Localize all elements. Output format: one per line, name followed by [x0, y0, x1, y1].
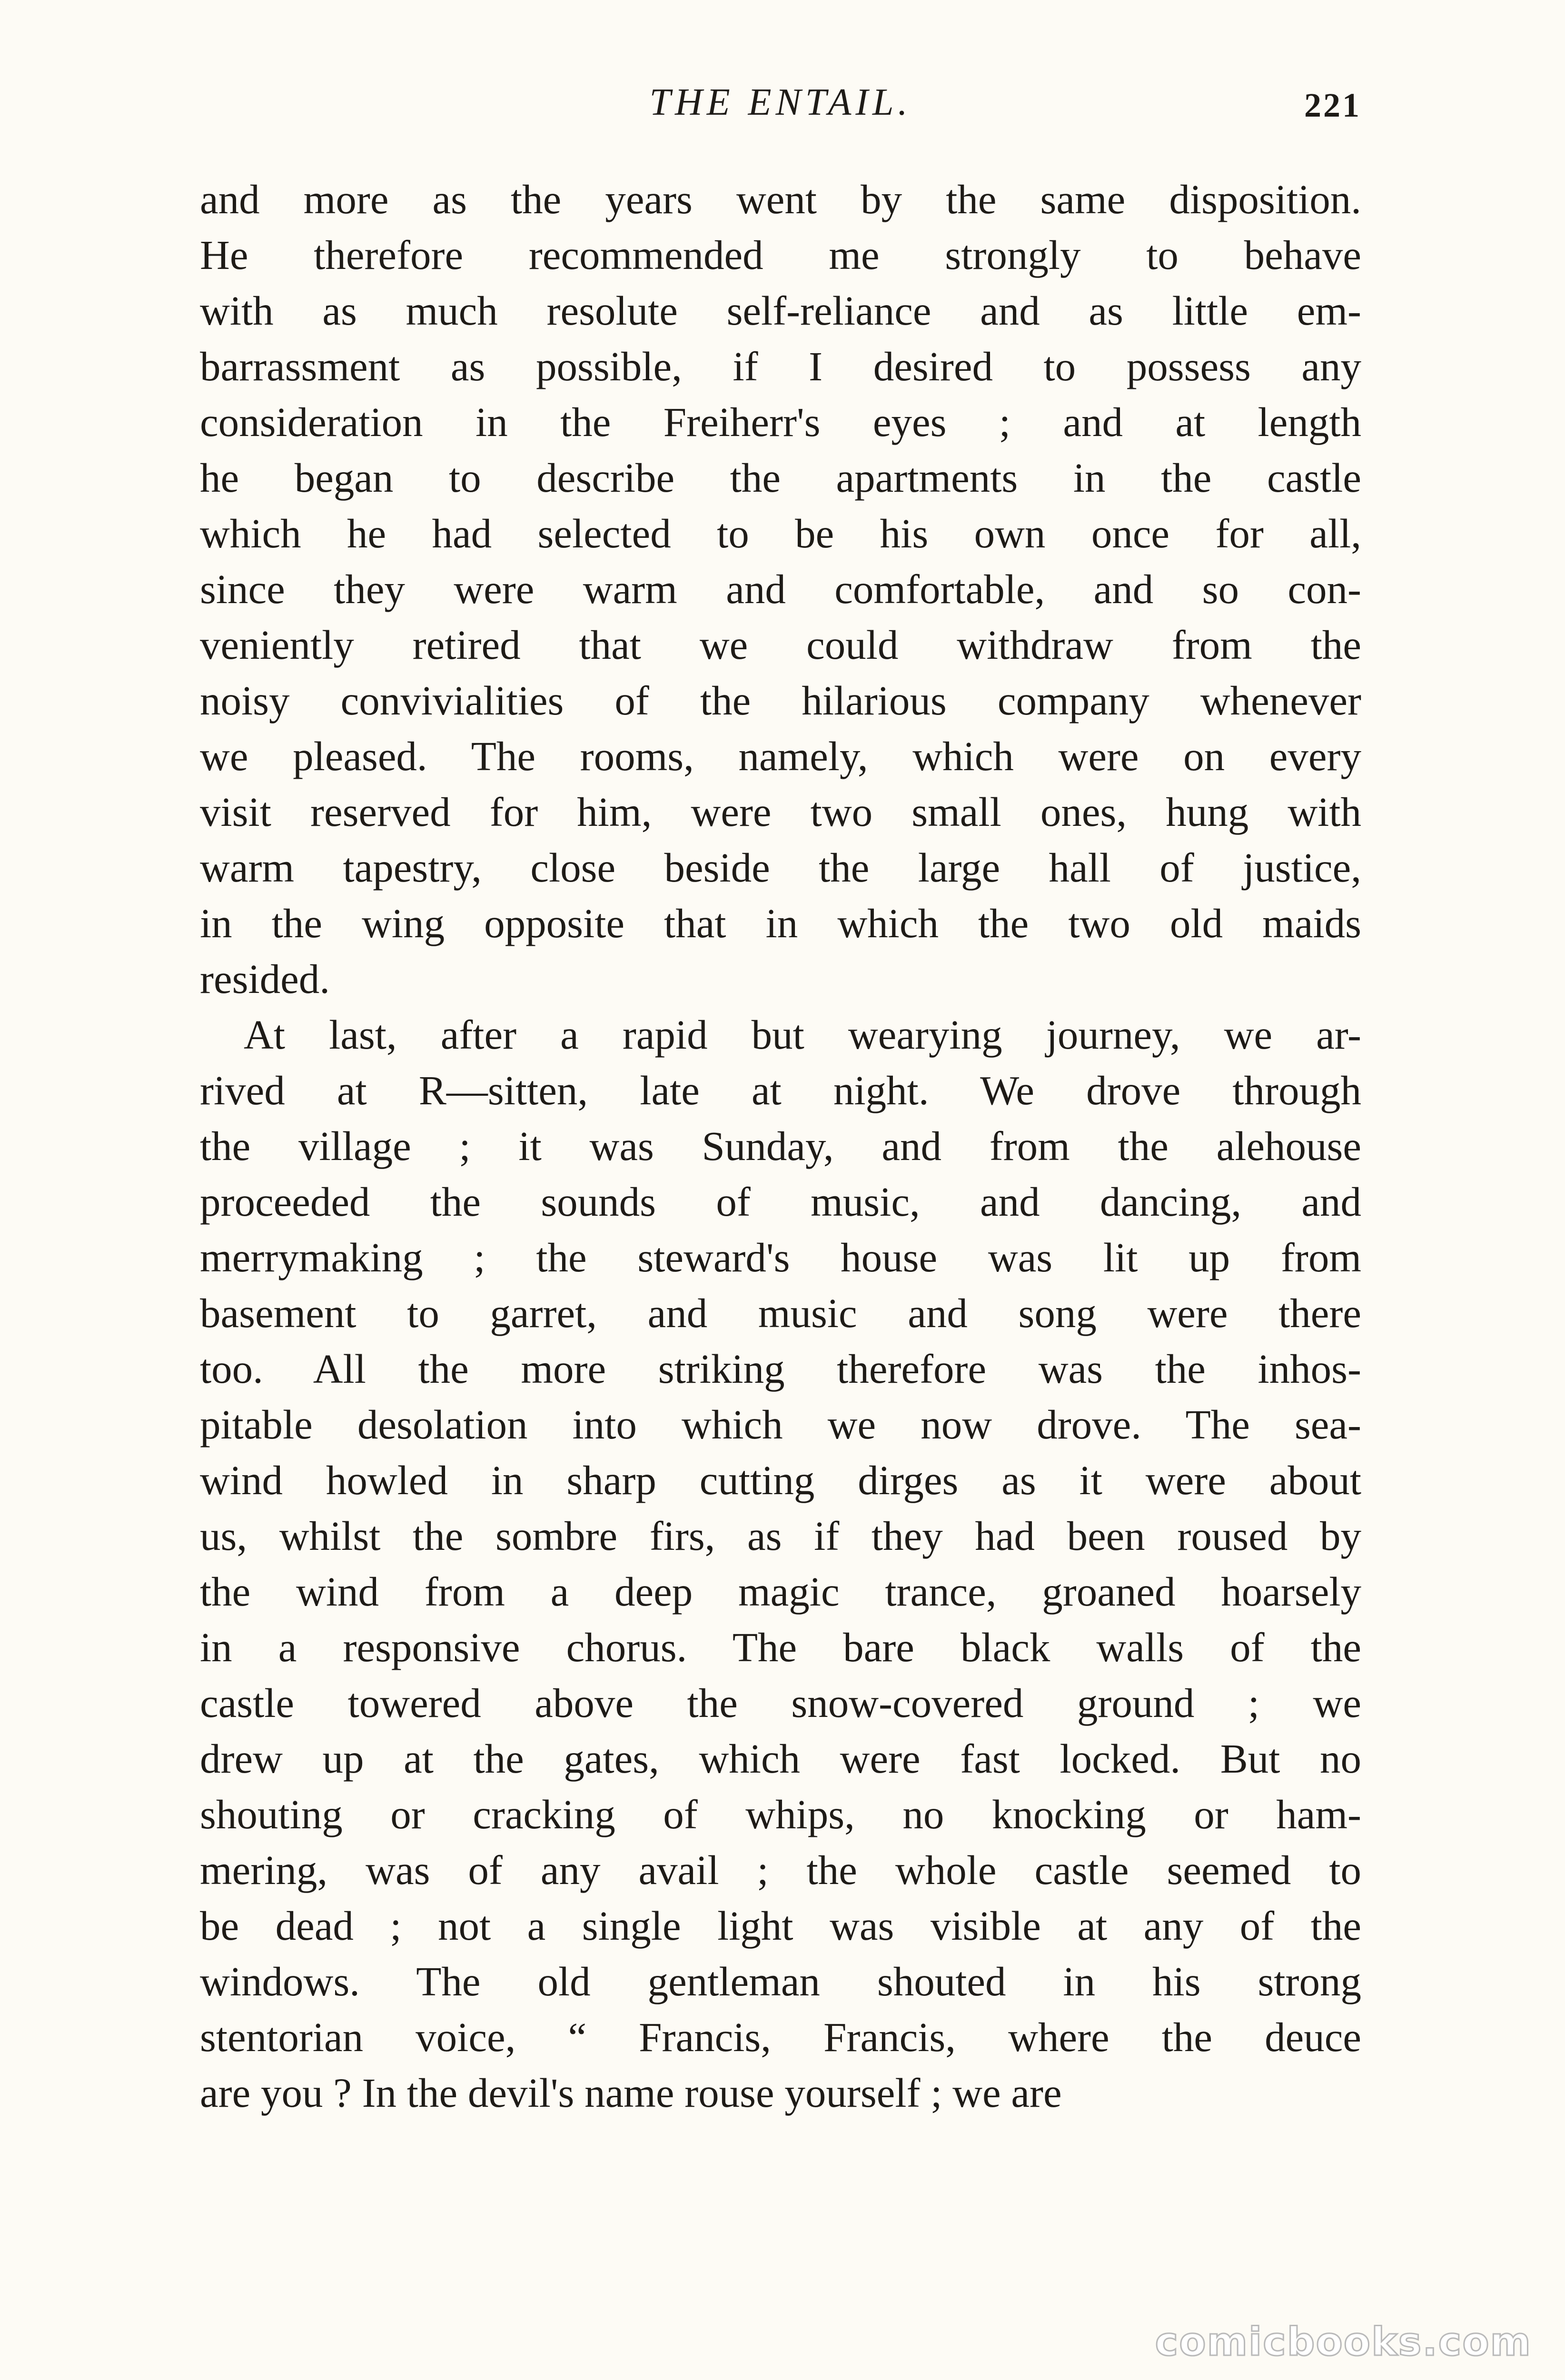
text-line: in the wing opposite that in which the two old maids: [200, 900, 1361, 946]
running-title: THE ENTAIL.: [649, 81, 912, 123]
text-line: and more as the years went by the same disposition.: [200, 176, 1361, 222]
text-line: stentorian voice, “ Francis, Francis, where the deuce: [200, 2014, 1361, 2060]
watermark: comicbooks.com: [1155, 2320, 1532, 2365]
paragraph: [200, 1007, 1361, 2121]
page-number: 221: [1304, 86, 1361, 124]
text-line: windows. The old gentleman shouted in his strong: [200, 1958, 1361, 2004]
text-line: consideration in the Freiherr's eyes ; and at length: [200, 399, 1361, 445]
text-line: be dead ; not a single light was visible at any of the: [200, 1903, 1361, 1949]
body-text: [200, 171, 1361, 2121]
text-line: rived at R—sitten, late at night. We drove through: [200, 1067, 1361, 1113]
running-head: [200, 76, 1361, 129]
text-line: in a responsive chorus. The bare black walls of the: [200, 1624, 1361, 1670]
text-line: He therefore recommended me strongly to behave: [200, 232, 1361, 278]
text-line: pitable desolation into which we now drove. The sea-: [200, 1401, 1361, 1448]
text-line: resided.: [200, 956, 330, 1002]
text-line: veniently retired that we could withdraw from the: [200, 622, 1361, 668]
text-line: the village ; it was Sunday, and from the alehouse: [200, 1123, 1361, 1169]
text-line: the wind from a deep magic trance, groaned hoarsely: [200, 1568, 1361, 1615]
text-line: castle towered above the snow-covered ground ; we: [200, 1680, 1361, 1726]
text-line: us, whilst the sombre firs, as if they had been roused by: [200, 1513, 1361, 1559]
paragraph: [200, 171, 1361, 1007]
text-line: are you ? In the devil's name rouse yourself ; we are: [200, 2070, 1062, 2116]
text-line: since they were warm and comfortable, and so con-: [200, 566, 1361, 612]
text-line: proceeded the sounds of music, and dancing, and: [200, 1179, 1361, 1225]
text-line: we pleased. The rooms, namely, which were on every: [200, 733, 1361, 779]
text-line: barrassment as possible, if I desired to possess any: [200, 343, 1361, 389]
text-line: warm tapestry, close beside the large hall of justice,: [200, 844, 1361, 891]
text-line: which he had selected to be his own once for all,: [200, 510, 1361, 556]
text-line: mering, was of any avail ; the whole castle seemed to: [200, 1847, 1361, 1893]
text-line: he began to describe the apartments in the castle: [200, 455, 1361, 501]
text-line: shouting or cracking of whips, no knocking or ham-: [200, 1791, 1361, 1837]
text-line: merrymaking ; the steward's house was lit up from: [200, 1234, 1361, 1280]
text-line: visit reserved for him, were two small ones, hung with: [200, 789, 1361, 835]
text-line: basement to garret, and music and song were there: [200, 1290, 1361, 1336]
text-line: At last, after a rapid but wearying journey, we ar-: [244, 1012, 1361, 1058]
text-line: with as much resolute self-reliance and as little em-: [200, 288, 1361, 334]
text-line: drew up at the gates, which were fast locked. But no: [200, 1735, 1361, 1782]
text-line: too. All the more striking therefore was the inhos-: [200, 1346, 1361, 1392]
text-line: noisy convivialities of the hilarious company whenever: [200, 677, 1361, 724]
text-line: wind howled in sharp cutting dirges as it were about: [200, 1457, 1361, 1503]
